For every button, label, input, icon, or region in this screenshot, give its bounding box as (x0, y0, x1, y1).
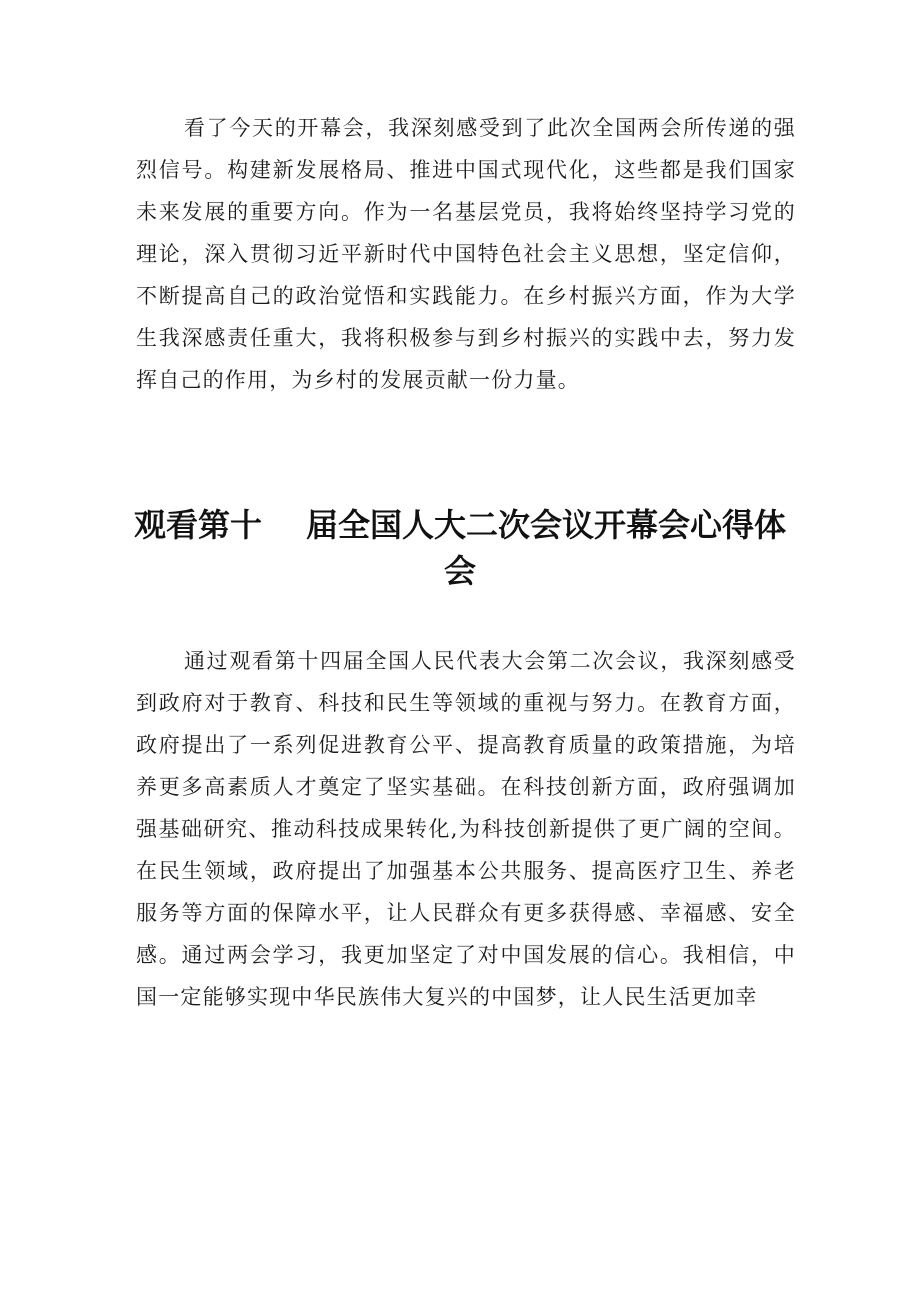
body-paragraph-2: 通过观看第十四届全国人民代表大会第二次会议，我深刻感受到政府对于教育、科技和民生等领域的重视与努力。在教育方面，政府提出了一系列促进教育公平、提高教育质量的政策措施，为培养更多高素质人才奠定了坚实基础。在科技创新方面，政府强调加强基础研究、推动科技成果转化,为科技创新提供了更广阔的空间。在民生领域，政府提出了加强基本公共服务、提高医疗卫生、养老服务等方面的保障水平，让人民群众有更多获得感、幸福感、安全感。通过两会学习，我更加坚定了对中国发展的信心。我相信，中国一定能够实现中华民族伟大复兴的中国梦，让人民生活更加幸 (136, 649, 796, 1009)
body-paragraph-1: 看了今天的开幕会，我深刻感受到了此次全国两会所传递的强烈信号。构建新发展格局、推进中国式现代化，这些都是我们国家未来发展的重要方向。作为一名基层党员，我将始终坚持学习党的理论，深入贯彻习近平新时代中国特色社会主义思想，坚定信仰，不断提高自己的政治觉悟和实践能力。在乡村振兴方面，作为大学生我深感责任重大，我将积极参与到乡村振兴的实践中去，努力发挥自己的作用，为乡村的发展贡献一份力量。 (136, 116, 796, 392)
section-heading-part-2: 届全国人大二次会议开幕会心得体会 (306, 506, 787, 590)
section-heading (120, 502, 800, 594)
section-heading-part-1: 观看第十 (133, 506, 262, 544)
